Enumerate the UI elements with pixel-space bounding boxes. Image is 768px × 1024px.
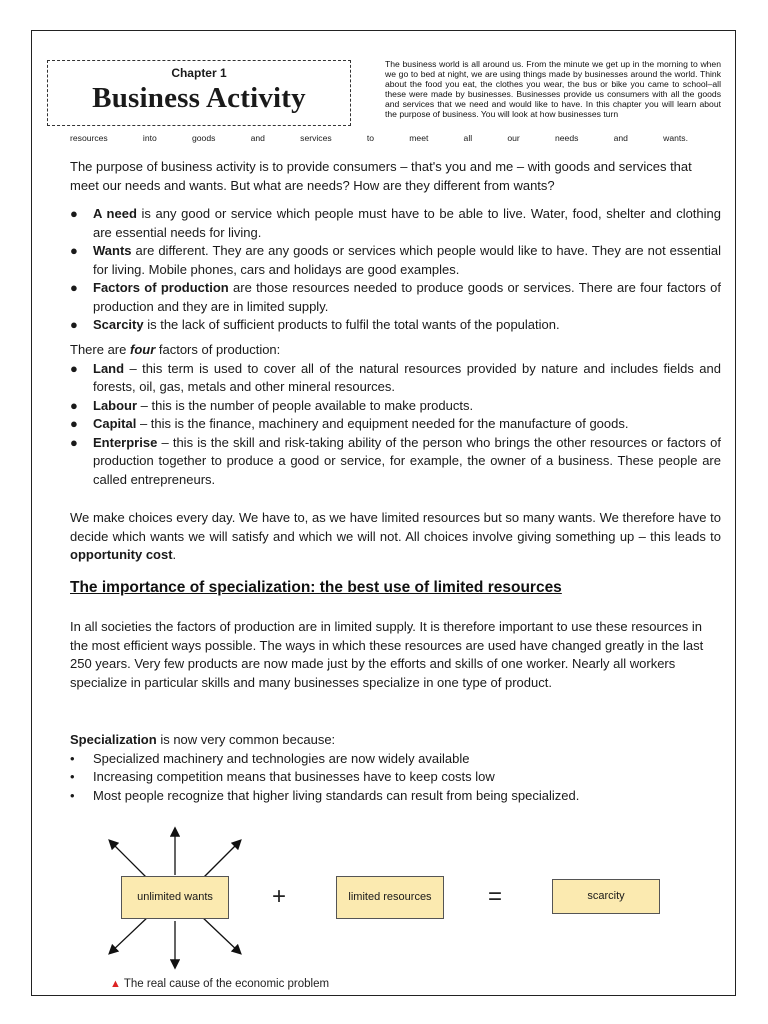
definition-term: Factors of production (93, 280, 229, 295)
definition-term: Wants (93, 243, 132, 258)
list-item: ● Factors of production are those resources needed to produce goods or services. There are four factors of production and they are in limited supply. (70, 280, 721, 314)
list-item: ● Enterprise – this is the skill and risk-taking ability of the person who brings the other resources or factors of production together to produce a good or service, for example, the owner of a business. These people are called entrepreneurs. (70, 434, 721, 487)
factor-term: Enterprise (93, 434, 158, 450)
factor-text: – this term is used to cover all of the natural resources provided by nature and includes fields and forests, oil, gas, metals and other mineral resources. (93, 360, 721, 394)
purpose-paragraph-block (70, 158, 721, 195)
factor-text: – this is the finance, machinery and equipment needed for the manufacture of goods. (136, 416, 629, 431)
chapter-intro-last-line: resources into goods and services to meet all our needs and wants. (70, 133, 688, 143)
choices-paragraph: We make choices every day. We have to, as we have limited resources but so many wants. We therefore have to decide which wants we will satisfy and which we will not. All choices involve giving something up – this leads to opportunity cost. (70, 510, 721, 562)
factors-intro: There are four factors of production: (70, 342, 281, 357)
scarcity-diagram (90, 825, 690, 995)
chapter-label: Chapter 1 (171, 66, 227, 80)
purpose-paragraph: The purpose of business activity is to provide consumers – that's you and me – with goods and services that meet our needs and wants. But what are needs? How are they different from wants? (70, 159, 692, 193)
factor-term: Land (93, 360, 125, 376)
specialization-paragraph: In all societies the factors of production are in limited supply. It is therefore important to use these resources in the most efficient ways possible. The ways in which these resources are used have changed greatly in the last 250 years. Very few products are now made just by the efforts and skills of one worker. Nearly all workers specialize in particular skills and many businesses specialize in one type of product. (70, 619, 704, 690)
definition-text: is any good or service which people must have to be able to live. Water, food, shelter and clothing are essential needs for living. (93, 206, 721, 240)
chapter-intro: The business world is all around us. From the minute we get up in the morning to when we go to bed at night, we are using things made by businesses around the world. Think about the food you eat, the clothes you wear, the bus or bike you came to school–all these were made by businesses. Businesses provide us consumers with all the goods and services that we need and would like to have. In this chapter you will learn about the purpose of business. You will look at how businesses turn (385, 59, 721, 119)
definition-term: Scarcity (93, 317, 144, 332)
definitions-block (70, 205, 721, 335)
definition-text: is the lack of sufficient products to fulfil the total wants of the population. (143, 317, 560, 332)
list-item: ● Labour – this is the number of people available to make products. (70, 397, 474, 413)
factor-text: – this is the skill and risk-taking ability of the person who brings the other resources or factors of production together to produce a good or service, for example, the owner of a business. These people are called entrepreneurs. (93, 434, 721, 487)
list-item: ● Capital – this is the finance, machinery and equipment needed for the manufacture of goods. (70, 416, 629, 431)
diagram-caption: ▲ The real cause of the economic problem (110, 978, 330, 990)
definition-term: A need (93, 206, 137, 221)
list-item: • Increasing competition means that businesses have to keep costs low (70, 769, 495, 784)
specialization-intro: Specialization is now very common because: (70, 732, 336, 747)
opportunity-cost-term: opportunity cost (70, 547, 173, 562)
factors-block (70, 341, 721, 489)
factor-text: – this is the number of people available to make products. (137, 397, 474, 413)
section-heading: The importance of specialization: the best use of limited resources (70, 579, 562, 596)
chapter-title-box (47, 60, 351, 126)
list-item: ● Scarcity is the lack of sufficient products to fulfil the total wants of the population. (70, 317, 560, 332)
factor-term: Capital (93, 416, 137, 431)
unlimited-wants-box: unlimited wants (121, 876, 229, 919)
definitions-list (70, 205, 721, 335)
specialization-reasons-list (70, 750, 721, 806)
scarcity-box: scarcity (552, 879, 660, 914)
equals-sign: = (488, 883, 503, 910)
factors-intro-emphasis: four (129, 342, 156, 357)
definition-text: are different. They are any goods or services which people would like to have. They are not essential for living. Mobile phones, cars and holidays are good examples. (93, 243, 721, 277)
limited-resources-box: limited resources (336, 876, 444, 919)
chapter-title: Business Activity (92, 82, 306, 114)
definition-text: are those resources needed to produce goods or services. There are four factors of production and they are in limited supply. (93, 280, 721, 314)
factors-list (70, 360, 721, 490)
specialization-paragraph-block (70, 618, 721, 692)
factor-term: Labour (93, 397, 138, 413)
plus-sign: + (272, 883, 287, 910)
list-item: ● A need is any good or service which people must have to be able to live. Water, food, shelter and clothing are essential needs for living. (70, 206, 721, 240)
list-item: ● Land – this term is used to cover all of the natural resources provided by nature and includes fields and forests, oil, gas, metals and other mineral resources. (70, 360, 721, 394)
triangle-marker-icon: ▲ (110, 978, 121, 990)
list-item: ● Wants are different. They are any goods or services which people would like to have. They are not essential for living. Mobile phones, cars and holidays are good examples. (70, 243, 721, 277)
choices-block (70, 509, 721, 565)
specialization-reasons-block (70, 731, 721, 805)
list-item: • Most people recognize that higher living standards can result from being specialized. (70, 787, 580, 803)
list-item: • Specialized machinery and technologies are now widely available (70, 750, 470, 766)
